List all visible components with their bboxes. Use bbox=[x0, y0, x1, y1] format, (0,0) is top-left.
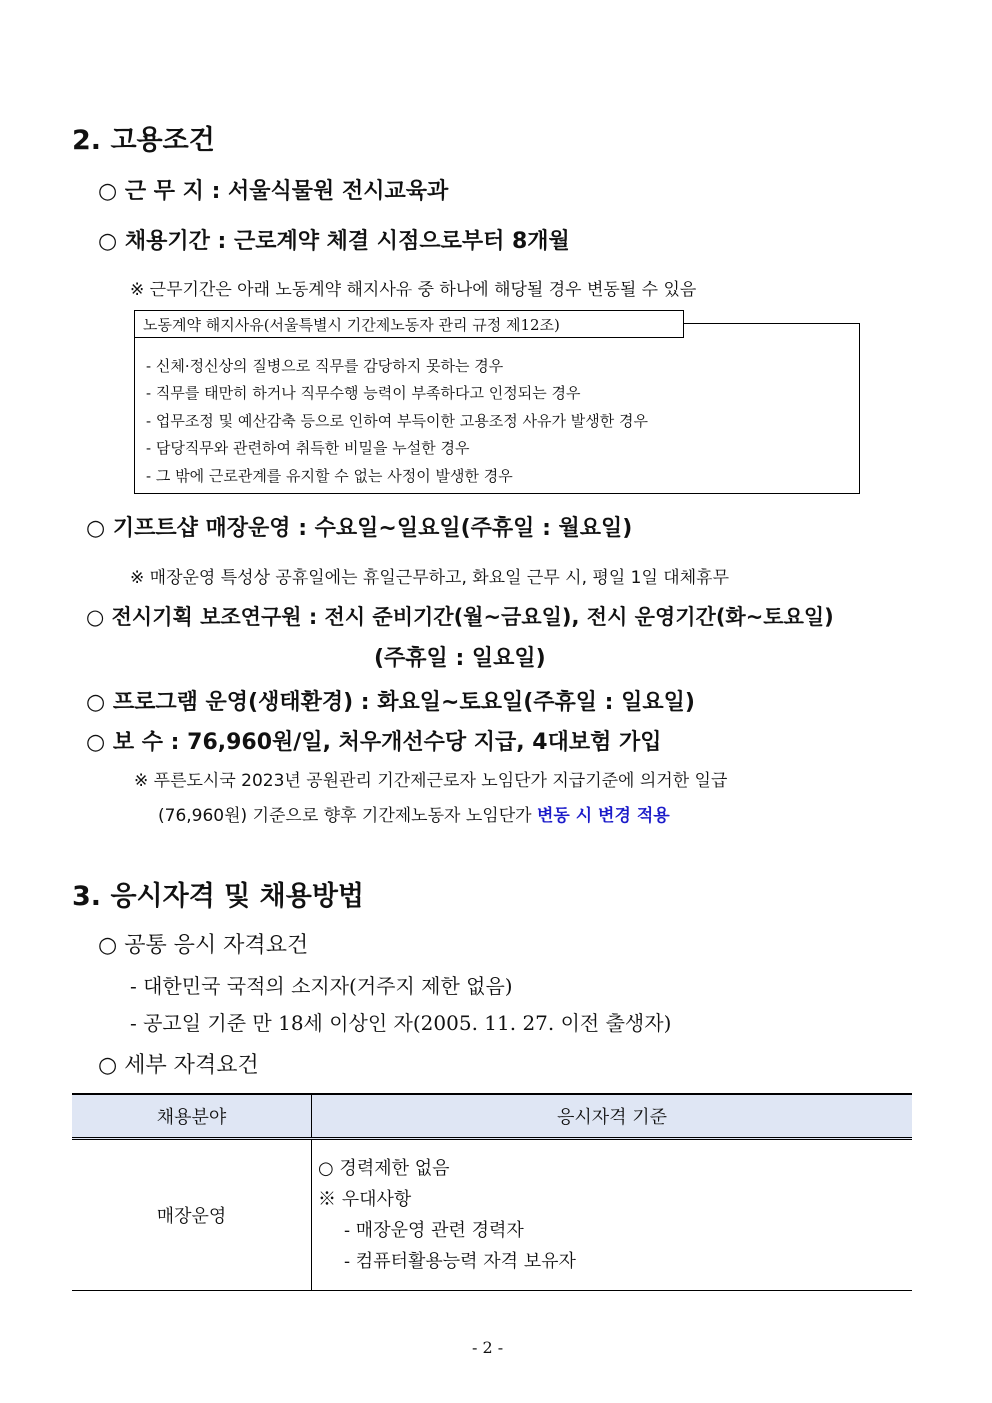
common-item: - 대한민국 국적의 소지자(거주지 제한 없음) bbox=[130, 974, 513, 998]
termination-item: - 직무를 태만히 하거나 직무수행 능력이 부족하다고 인정되는 경우 bbox=[146, 384, 581, 402]
program-line: ○ 프로그램 운영(생태환경) : 화요일~토요일(주휴일 : 일요일) bbox=[86, 690, 695, 715]
table-cell-field: 매장운영 bbox=[72, 1139, 312, 1291]
giftshop-line: ○ 기프트샵 매장운영 : 수요일~일요일(주휴일 : 월요일) bbox=[86, 516, 633, 541]
detail-heading: ○ 세부 자격요건 bbox=[98, 1053, 259, 1078]
criteria-line: - 컴퓨터활용능력 자격 보유자 bbox=[344, 1251, 576, 1272]
table-cell-criteria bbox=[312, 1139, 913, 1291]
workplace-line: ○ 근 무 지 : 서울식물원 전시교육과 bbox=[98, 179, 449, 204]
criteria-line: ※ 우대사항 bbox=[318, 1189, 412, 1210]
termination-item: - 그 밖에 근로관계를 유지할 수 없는 사정이 발생한 경우 bbox=[146, 467, 513, 485]
criteria-line: ○ 경력제한 없음 bbox=[318, 1158, 450, 1179]
exhibit-cont: (주휴일 : 일요일) bbox=[374, 646, 546, 671]
termination-item: - 신체·정신상의 질병으로 직무를 감당하지 못하는 경우 bbox=[146, 357, 504, 375]
qualification-table bbox=[72, 1093, 912, 1291]
table-row bbox=[72, 1139, 912, 1291]
table-header: 채용분야 bbox=[72, 1094, 312, 1139]
termination-item: - 담당직무와 관련하여 취득한 비밀을 누설한 경우 bbox=[146, 439, 470, 457]
giftshop-note: ※ 매장운영 특성상 공휴일에는 휴일근무하고, 화요일 근무 시, 평일 1일 대체휴무 bbox=[130, 568, 729, 588]
common-item: - 공고일 기준 만 18세 이상인 자(2005. 11. 27. 이전 출생자) bbox=[130, 1011, 672, 1035]
pay-note-2: (76,960원) 기준으로 향후 기간제노동자 노임단가 변동 시 변경 적용 bbox=[158, 806, 670, 826]
page-number: - 2 - bbox=[472, 1338, 504, 1357]
section2-title: 2. 고용조건 bbox=[72, 125, 215, 156]
common-heading: ○ 공통 응시 자격요건 bbox=[98, 933, 309, 958]
termination-box-title: 노동계약 해지사유(서울특별시 기간제노동자 관리 규정 제12조) bbox=[134, 310, 684, 338]
criteria-line: - 매장운영 관련 경력자 bbox=[344, 1220, 524, 1241]
period-line: ○ 채용기간 : 근로계약 체결 시점으로부터 8개월 bbox=[98, 229, 570, 254]
period-note: ※ 근무기간은 아래 노동계약 해지사유 중 하나에 해당될 경우 변동될 수 있음 bbox=[130, 280, 697, 300]
pay-note-highlight: 변동 시 변경 적용 bbox=[536, 806, 670, 826]
exhibit-line: ○ 전시기획 보조연구원 : 전시 준비기간(월~금요일), 전시 운영기간(화~토요일) bbox=[86, 605, 834, 629]
termination-item: - 업무조정 및 예산감축 등으로 인하여 부득이한 고용조정 사유가 발생한 경우 bbox=[146, 412, 648, 430]
table-header-row bbox=[72, 1094, 912, 1139]
pay-line: ○ 보 수 : 76,960원/일, 처우개선수당 지급, 4대보험 가입 bbox=[86, 730, 662, 755]
pay-note-1: ※ 푸른도시국 2023년 공원관리 기간제근로자 노임단가 지급기준에 의거한 일급 bbox=[134, 771, 728, 791]
table-header: 응시자격 기준 bbox=[312, 1094, 913, 1139]
section3-title: 3. 응시자격 및 채용방법 bbox=[72, 881, 364, 912]
